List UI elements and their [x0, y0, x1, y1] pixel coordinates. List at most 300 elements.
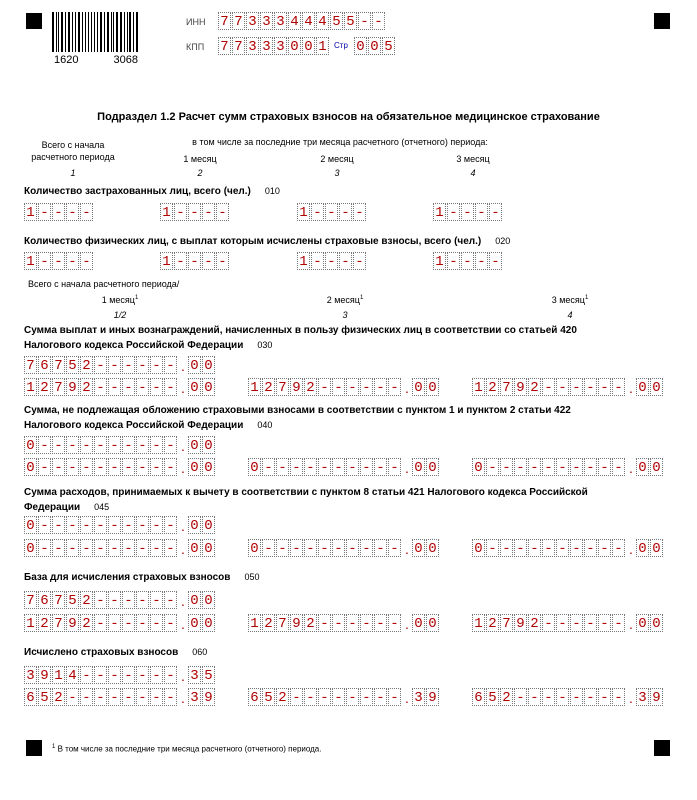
char-cell: -: [542, 539, 555, 557]
section-050-label: База для исчисления страховых взносов 050: [24, 572, 260, 583]
char-cell: 0: [202, 591, 215, 609]
char-cell: -: [598, 539, 611, 557]
char-cell: -: [325, 203, 338, 221]
char-cell: -: [489, 203, 502, 221]
field-010-month1[interactable]: [160, 203, 230, 221]
char-cell: 9: [38, 666, 51, 684]
char-cell: -: [80, 688, 93, 706]
field-010-total[interactable]: [24, 203, 94, 221]
char-cell: -: [188, 203, 201, 221]
char-cell: -: [447, 252, 460, 270]
corner-marker-top-left: [26, 13, 42, 29]
kpp-label: КПП: [186, 42, 205, 52]
char-cell: -: [372, 12, 385, 30]
char-cell: 0: [354, 37, 367, 55]
char-cell: 9: [514, 378, 527, 396]
char-cell: -: [150, 614, 163, 632]
char-cell: 3: [188, 688, 201, 706]
decimal-point: .: [405, 380, 409, 396]
char-cell: -: [374, 539, 387, 557]
char-cell: -: [136, 436, 149, 454]
decimal-point: .: [181, 518, 185, 534]
char-cell: -: [150, 591, 163, 609]
char-cell: -: [346, 458, 359, 476]
char-cell: -: [542, 458, 555, 476]
char-cell: 1: [297, 252, 310, 270]
char-cell: 0: [202, 436, 215, 454]
char-cell: -: [360, 688, 373, 706]
char-cell: 0: [426, 539, 439, 557]
decimal-point: .: [181, 668, 185, 684]
char-cell: 6: [472, 688, 485, 706]
page-label: Стр: [334, 41, 348, 50]
char-cell: -: [528, 458, 541, 476]
char-cell: 0: [636, 458, 649, 476]
decimal-point: .: [181, 616, 185, 632]
char-cell: 5: [66, 591, 79, 609]
field-045-month3[interactable]: [472, 539, 664, 557]
decimal-point: .: [405, 541, 409, 557]
field-020-month3[interactable]: [433, 252, 503, 270]
corner-marker-bottom-left: [26, 740, 42, 756]
section-060-label: Исчислено страховых взносов 060: [24, 647, 208, 658]
char-cell: -: [304, 539, 317, 557]
char-cell: 3: [246, 37, 259, 55]
char-cell: -: [461, 252, 474, 270]
char-cell: -: [570, 378, 583, 396]
char-cell: -: [80, 203, 93, 221]
char-cell: -: [528, 688, 541, 706]
field-050-month1[interactable]: [24, 614, 216, 632]
char-cell: 0: [24, 539, 37, 557]
decimal-point: .: [181, 380, 185, 396]
corner-marker-top-right: [654, 13, 670, 29]
char-cell: 1: [472, 614, 485, 632]
char-cell: -: [80, 539, 93, 557]
field-060-month1[interactable]: [24, 688, 216, 706]
col-subhead: в том числе за последние три месяца расчетного (отчетного) периода:: [192, 137, 488, 147]
char-cell: -: [136, 688, 149, 706]
char-cell: -: [38, 539, 51, 557]
char-cell: -: [66, 516, 79, 534]
page-title: Подраздел 1.2 Расчет сумм страховых взносов на обязательное медицинское страхование: [97, 111, 600, 123]
char-cell: 4: [316, 12, 329, 30]
char-cell: 7: [500, 614, 513, 632]
char-cell: 1: [297, 203, 310, 221]
char-cell: -: [94, 378, 107, 396]
char-cell: -: [150, 356, 163, 374]
char-cell: -: [94, 666, 107, 684]
char-cell: 1: [160, 203, 173, 221]
char-cell: -: [94, 688, 107, 706]
char-cell: -: [136, 516, 149, 534]
char-cell: -: [38, 516, 51, 534]
char-cell: -: [38, 203, 51, 221]
char-cell: 4: [302, 12, 315, 30]
char-cell: 1: [160, 252, 173, 270]
inn-field: [218, 12, 386, 30]
char-cell: 1: [24, 252, 37, 270]
char-cell: -: [262, 539, 275, 557]
char-cell: -: [570, 458, 583, 476]
char-cell: -: [94, 591, 107, 609]
char-cell: 3: [260, 12, 273, 30]
char-cell: -: [164, 591, 177, 609]
char-cell: -: [164, 378, 177, 396]
char-cell: -: [360, 539, 373, 557]
char-cell: -: [514, 539, 527, 557]
char-cell: -: [556, 688, 569, 706]
char-cell: -: [339, 252, 352, 270]
char-cell: -: [188, 252, 201, 270]
char-cell: -: [80, 252, 93, 270]
char-cell: -: [542, 614, 555, 632]
char-cell: -: [475, 252, 488, 270]
field-040-total[interactable]: [24, 436, 216, 454]
col-month2-header-2: 2 месяц$^1$ 3: [326, 295, 364, 320]
decimal-point: .: [405, 460, 409, 476]
field-020-month1[interactable]: [160, 252, 230, 270]
char-cell: -: [584, 539, 597, 557]
char-cell: 2: [262, 614, 275, 632]
decimal-point: .: [181, 438, 185, 454]
field-060-month3[interactable]: [472, 688, 664, 706]
char-cell: -: [136, 666, 149, 684]
char-cell: -: [304, 688, 317, 706]
field-010-month2[interactable]: [297, 203, 367, 221]
char-cell: 0: [636, 539, 649, 557]
field-020-total[interactable]: [24, 252, 94, 270]
char-cell: -: [108, 614, 121, 632]
char-cell: 9: [66, 378, 79, 396]
char-cell: 6: [38, 356, 51, 374]
char-cell: 2: [80, 356, 93, 374]
char-cell: -: [108, 436, 121, 454]
char-cell: -: [150, 378, 163, 396]
field-040-month2[interactable]: [248, 458, 440, 476]
char-cell: -: [66, 203, 79, 221]
char-cell: -: [174, 252, 187, 270]
field-045-total[interactable]: [24, 516, 216, 534]
footnote: $^1$ В том числе за последние три месяца расчетного (отчетного) периода.: [52, 744, 322, 754]
char-cell: -: [108, 458, 121, 476]
char-cell: 0: [188, 614, 201, 632]
char-cell: -: [374, 378, 387, 396]
char-cell: -: [388, 539, 401, 557]
char-cell: 1: [316, 37, 329, 55]
char-cell: 0: [472, 458, 485, 476]
char-cell: -: [339, 203, 352, 221]
char-cell: -: [332, 378, 345, 396]
char-cell: -: [374, 688, 387, 706]
char-cell: -: [164, 688, 177, 706]
field-060-month2[interactable]: [248, 688, 440, 706]
char-cell: -: [290, 458, 303, 476]
char-cell: 0: [650, 614, 663, 632]
char-cell: -: [216, 203, 229, 221]
char-cell: 3: [274, 12, 287, 30]
char-cell: 2: [304, 614, 317, 632]
char-cell: 5: [330, 12, 343, 30]
field-030-month2[interactable]: [248, 378, 440, 396]
char-cell: -: [80, 436, 93, 454]
char-cell: 9: [650, 688, 663, 706]
char-cell: -: [584, 688, 597, 706]
char-cell: 9: [426, 688, 439, 706]
char-cell: 0: [472, 539, 485, 557]
char-cell: -: [388, 688, 401, 706]
char-cell: -: [514, 458, 527, 476]
char-cell: -: [542, 688, 555, 706]
field-050-total[interactable]: [24, 591, 216, 609]
char-cell: -: [528, 539, 541, 557]
char-cell: -: [122, 458, 135, 476]
char-cell: -: [52, 252, 65, 270]
char-cell: 0: [202, 516, 215, 534]
char-cell: 0: [202, 458, 215, 476]
field-040-month3[interactable]: [472, 458, 664, 476]
char-cell: -: [388, 378, 401, 396]
char-cell: 6: [248, 688, 261, 706]
char-cell: -: [38, 436, 51, 454]
char-cell: -: [94, 614, 107, 632]
char-cell: -: [38, 252, 51, 270]
char-cell: -: [584, 378, 597, 396]
decimal-point: .: [405, 690, 409, 706]
char-cell: -: [38, 458, 51, 476]
char-cell: -: [262, 458, 275, 476]
char-cell: 0: [188, 516, 201, 534]
char-cell: 0: [426, 458, 439, 476]
char-cell: 2: [486, 614, 499, 632]
char-cell: 2: [304, 378, 317, 396]
char-cell: 0: [248, 458, 261, 476]
char-cell: 7: [232, 37, 245, 55]
char-cell: 0: [650, 539, 663, 557]
decimal-point: .: [405, 616, 409, 632]
char-cell: 2: [52, 688, 65, 706]
decimal-point: .: [629, 541, 633, 557]
char-cell: -: [80, 458, 93, 476]
char-cell: 0: [302, 37, 315, 55]
char-cell: -: [311, 252, 324, 270]
char-cell: -: [500, 458, 513, 476]
char-cell: 3: [636, 688, 649, 706]
char-cell: 9: [66, 614, 79, 632]
char-cell: -: [276, 539, 289, 557]
decimal-point: .: [629, 460, 633, 476]
field-010-month3[interactable]: [433, 203, 503, 221]
char-cell: 0: [188, 591, 201, 609]
char-cell: -: [346, 539, 359, 557]
char-cell: 4: [288, 12, 301, 30]
char-cell: 9: [202, 688, 215, 706]
col-month2-header: 2 месяц 3: [320, 154, 354, 178]
corner-marker-bottom-right: [654, 740, 670, 756]
char-cell: 7: [52, 378, 65, 396]
char-cell: -: [612, 688, 625, 706]
char-cell: 0: [248, 539, 261, 557]
field-030-month1[interactable]: [24, 378, 216, 396]
char-cell: 0: [636, 614, 649, 632]
field-030-total[interactable]: [24, 356, 216, 374]
char-cell: -: [136, 356, 149, 374]
char-cell: -: [570, 688, 583, 706]
char-cell: -: [598, 688, 611, 706]
char-cell: 2: [500, 688, 513, 706]
char-cell: 7: [232, 12, 245, 30]
char-cell: -: [150, 688, 163, 706]
field-060-total[interactable]: [24, 666, 216, 684]
char-cell: -: [94, 539, 107, 557]
char-cell: 7: [52, 356, 65, 374]
field-050-month3[interactable]: [472, 614, 664, 632]
char-cell: 1: [52, 666, 65, 684]
decimal-point: .: [629, 616, 633, 632]
char-cell: -: [150, 666, 163, 684]
char-cell: -: [136, 539, 149, 557]
char-cell: -: [486, 458, 499, 476]
char-cell: 3: [260, 37, 273, 55]
char-cell: 7: [276, 614, 289, 632]
char-cell: 0: [288, 37, 301, 55]
char-cell: -: [52, 458, 65, 476]
char-cell: 7: [52, 614, 65, 632]
char-cell: -: [358, 12, 371, 30]
char-cell: 6: [38, 591, 51, 609]
col-month3-header: 3 месяц 4: [456, 154, 490, 178]
char-cell: -: [164, 458, 177, 476]
char-cell: -: [489, 252, 502, 270]
col-month1-header-2: 1 месяц$^1$ 1/2: [101, 295, 139, 320]
char-cell: -: [353, 203, 366, 221]
char-cell: -: [556, 539, 569, 557]
char-cell: 4: [66, 666, 79, 684]
char-cell: 0: [24, 436, 37, 454]
char-cell: -: [360, 378, 373, 396]
char-cell: 0: [368, 37, 381, 55]
char-cell: -: [332, 539, 345, 557]
char-cell: 7: [218, 12, 231, 30]
char-cell: 5: [344, 12, 357, 30]
char-cell: 0: [24, 458, 37, 476]
char-cell: 7: [24, 591, 37, 609]
char-cell: -: [136, 614, 149, 632]
barcode-number-left: 1620: [54, 54, 79, 66]
char-cell: -: [150, 516, 163, 534]
char-cell: 0: [202, 614, 215, 632]
char-cell: 7: [52, 591, 65, 609]
field-045-month1[interactable]: [24, 539, 216, 557]
char-cell: 1: [24, 614, 37, 632]
char-cell: -: [318, 688, 331, 706]
char-cell: 5: [66, 356, 79, 374]
char-cell: 2: [80, 591, 93, 609]
col-month1-header: 1 месяц 2: [183, 154, 217, 178]
decimal-point: .: [181, 690, 185, 706]
section-010-label: Количество застрахованных лиц, всего (чел.) 010: [24, 186, 280, 197]
decimal-point: .: [181, 358, 185, 374]
char-cell: -: [174, 203, 187, 221]
char-cell: 3: [188, 666, 201, 684]
char-cell: 0: [202, 356, 215, 374]
char-cell: -: [66, 252, 79, 270]
char-cell: -: [447, 203, 460, 221]
char-cell: -: [311, 203, 324, 221]
char-cell: -: [122, 436, 135, 454]
char-cell: -: [556, 614, 569, 632]
field-030-month3[interactable]: [472, 378, 664, 396]
char-cell: -: [360, 458, 373, 476]
field-040-month1[interactable]: [24, 458, 216, 476]
char-cell: -: [66, 436, 79, 454]
char-cell: 0: [636, 378, 649, 396]
field-050-month2[interactable]: [248, 614, 440, 632]
char-cell: 2: [80, 614, 93, 632]
char-cell: -: [52, 516, 65, 534]
char-cell: -: [332, 458, 345, 476]
char-cell: -: [276, 458, 289, 476]
char-cell: 1: [24, 203, 37, 221]
field-045-month2[interactable]: [248, 539, 440, 557]
char-cell: 2: [38, 378, 51, 396]
char-cell: 0: [412, 614, 425, 632]
char-cell: -: [108, 591, 121, 609]
section-030-label: Сумма выплат и иных вознаграждений, начисленных в пользу физических лиц в соответствии со статьей 420 Налогового кодекса Российской Федерации 030: [24, 325, 577, 351]
char-cell: 0: [188, 378, 201, 396]
char-cell: -: [612, 539, 625, 557]
char-cell: 0: [426, 614, 439, 632]
char-cell: -: [108, 688, 121, 706]
char-cell: -: [122, 378, 135, 396]
char-cell: -: [136, 458, 149, 476]
char-cell: 3: [24, 666, 37, 684]
char-cell: -: [122, 666, 135, 684]
char-cell: -: [94, 516, 107, 534]
char-cell: 0: [188, 436, 201, 454]
char-cell: -: [108, 378, 121, 396]
char-cell: -: [108, 666, 121, 684]
barcode-number-right: 3068: [113, 54, 138, 66]
inn-label: ИНН: [186, 17, 206, 27]
col-total-header-2: Всего с начала расчетного периода/: [28, 279, 180, 289]
char-cell: -: [346, 614, 359, 632]
char-cell: -: [346, 378, 359, 396]
char-cell: -: [598, 614, 611, 632]
char-cell: -: [612, 458, 625, 476]
char-cell: -: [164, 436, 177, 454]
char-cell: -: [360, 614, 373, 632]
char-cell: -: [556, 458, 569, 476]
char-cell: 5: [202, 666, 215, 684]
barcode: [52, 12, 140, 68]
char-cell: -: [598, 458, 611, 476]
char-cell: -: [570, 614, 583, 632]
char-cell: -: [122, 356, 135, 374]
char-cell: 1: [24, 378, 37, 396]
char-cell: -: [122, 539, 135, 557]
char-cell: -: [584, 614, 597, 632]
field-020-month2[interactable]: [297, 252, 367, 270]
char-cell: 0: [202, 378, 215, 396]
char-cell: -: [164, 356, 177, 374]
char-cell: 0: [188, 539, 201, 557]
char-cell: -: [542, 378, 555, 396]
char-cell: -: [94, 458, 107, 476]
char-cell: 1: [433, 252, 446, 270]
char-cell: -: [325, 252, 338, 270]
char-cell: 5: [38, 688, 51, 706]
